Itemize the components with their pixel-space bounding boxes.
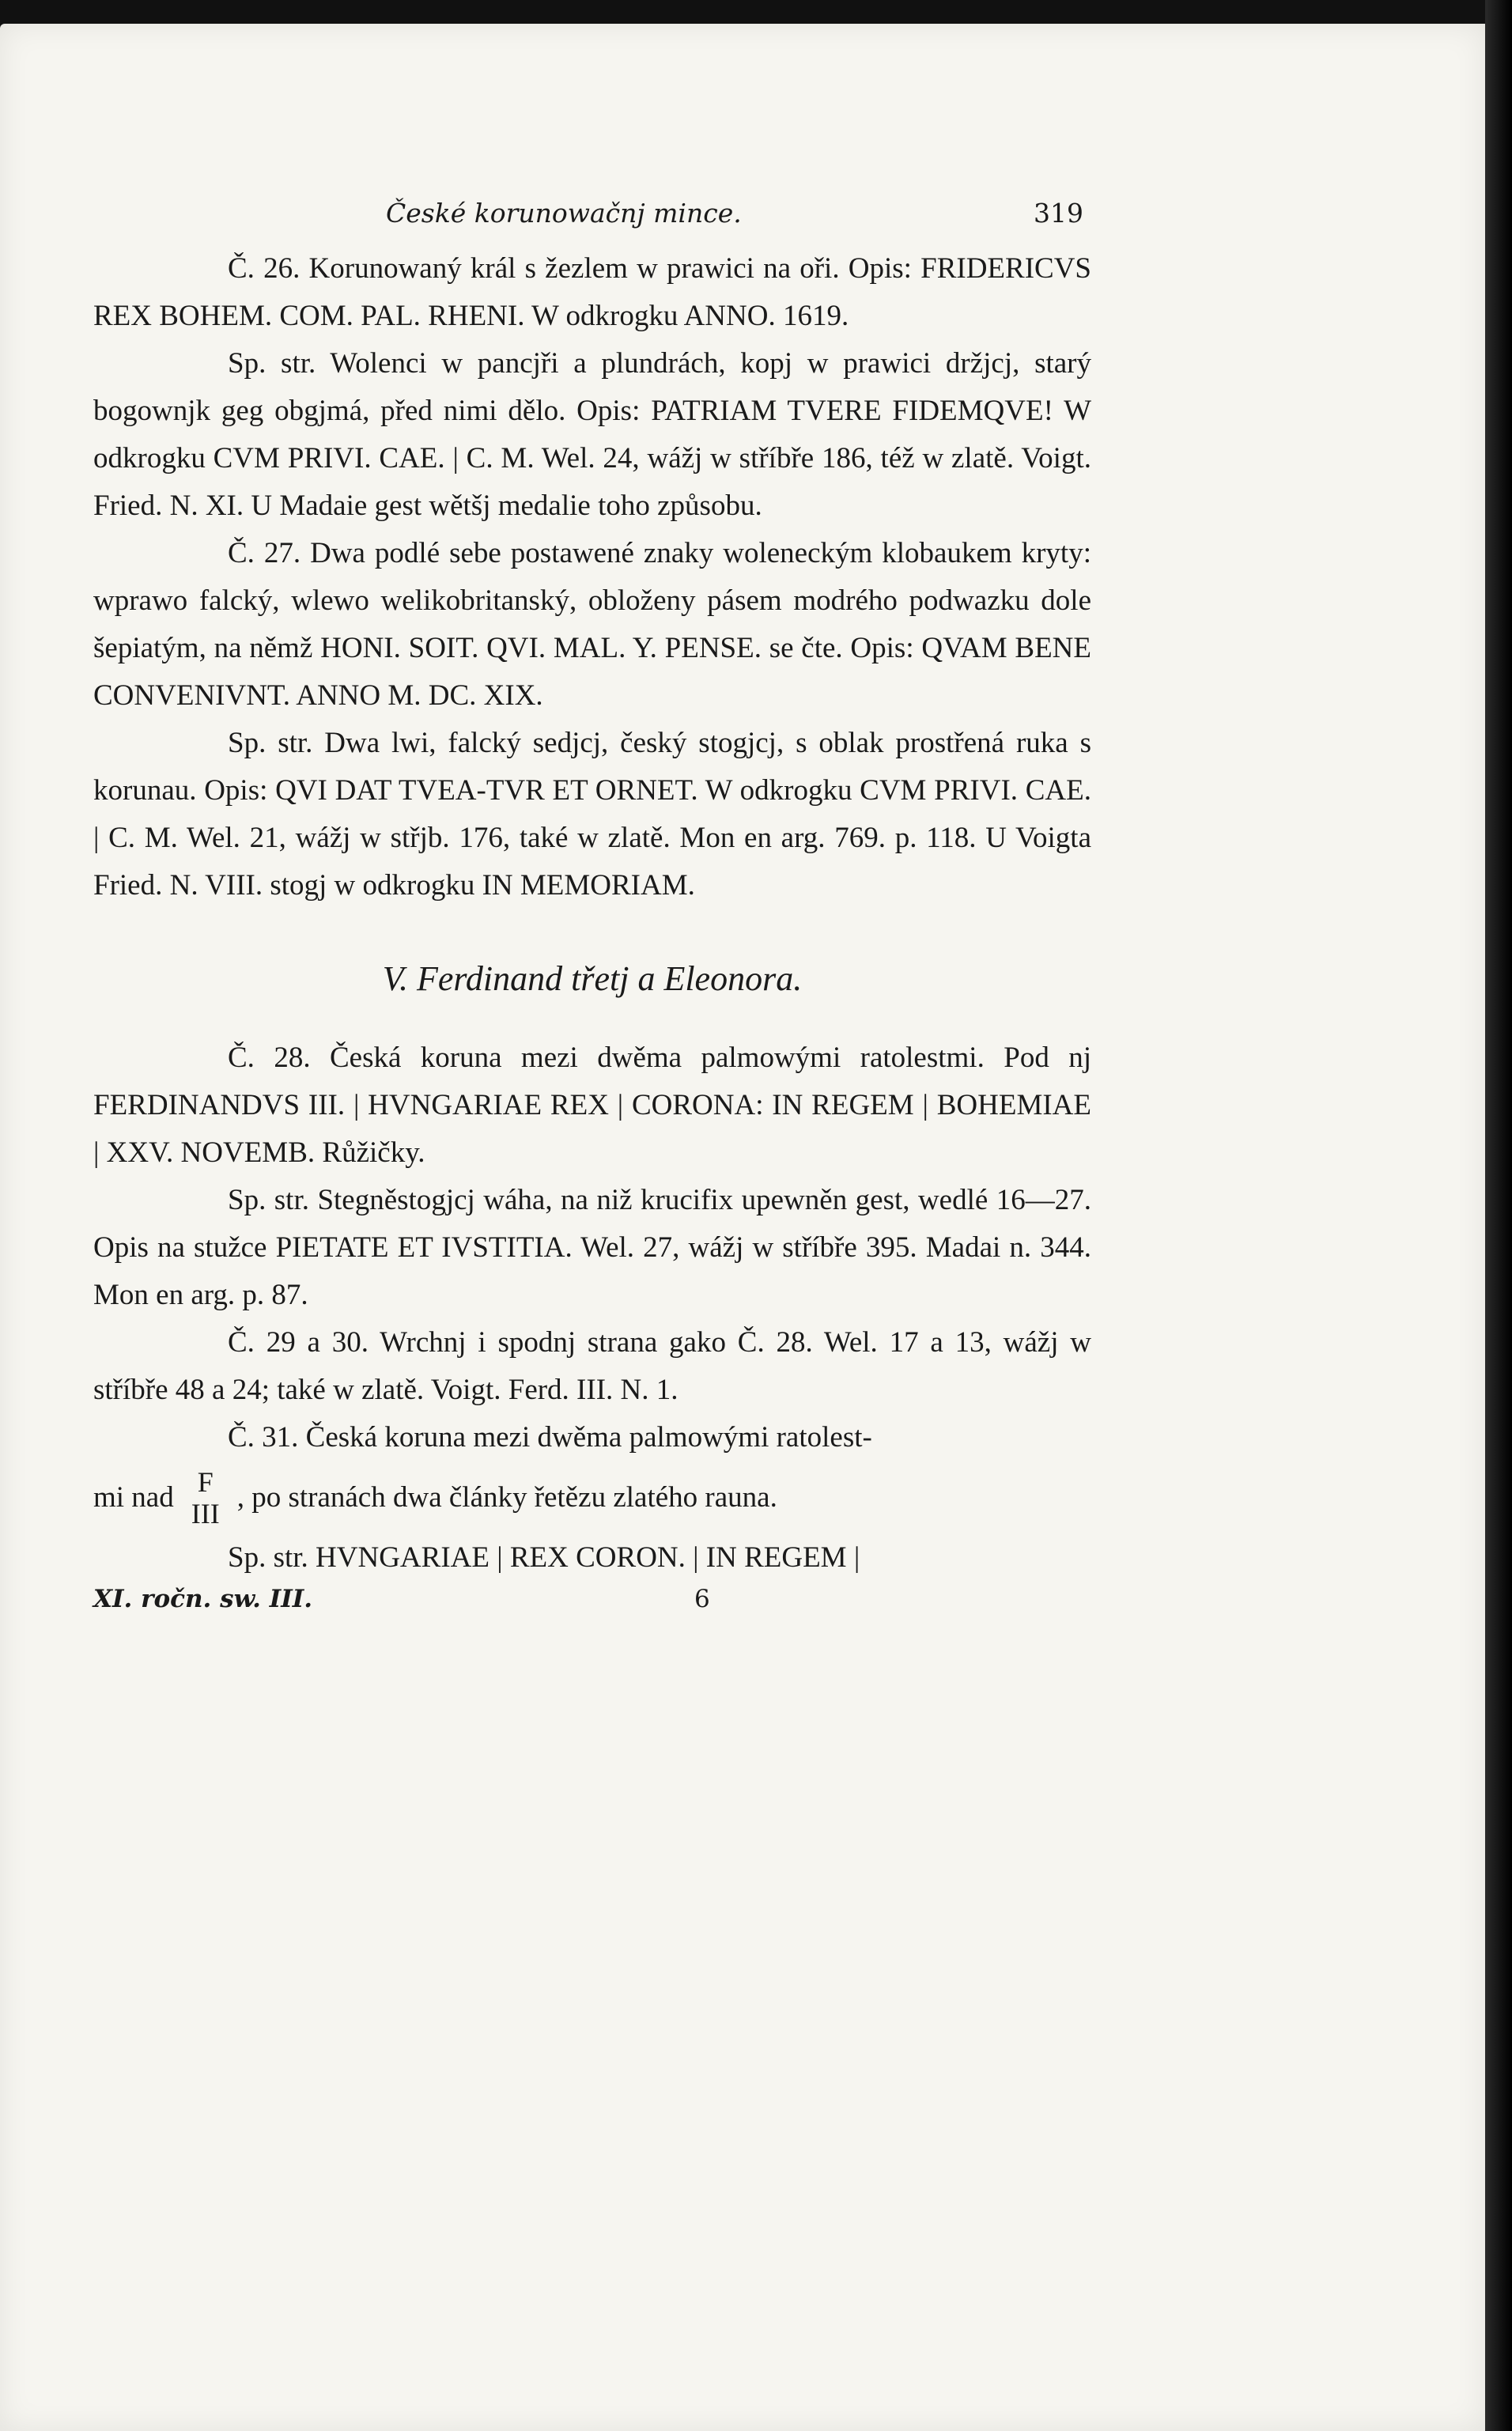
section-heading: V. Ferdinand třetj a Eleonora.	[382, 959, 803, 998]
fraction-line-after: , po stranách dwa články řetězu zlatého rauna.	[236, 1481, 777, 1514]
text-column	[93, 198, 1091, 1632]
paragraph: Sp. str. Stegněstogjcj wáha, na niž krucifix upewněn gest, wedlé 16—27. Opis na stužce PIETATE ET IVSTITIA. Wel. 27, wážj w stříbře 395. Madai n. 344. Mon en arg. p. 87.	[93, 1184, 1091, 1311]
running-head-title: České korunowačnj mince.	[386, 198, 742, 229]
paragraph: Č. 27. Dwa podlé sebe postawené znaky woleneckým klobaukem kryty: wprawo falcký, wlewo welikobritanský, obloženy pásem modrého podwazku dole šepiatým, na němž HONI. SOIT. QVI. MAL. Y. PENSE. se čte. Opis: QVAM BENE CONVENIVNT. ANNO M. DC. XIX.	[93, 537, 1091, 712]
page-number: 319	[1034, 198, 1083, 229]
paragraph: Sp. str. HVNGARIAE | REX CORON. | IN REGEM |	[228, 1541, 860, 1574]
paragraph: Sp. str. Wolenci w pancjři a plundrách, kopj w prawici držjcj, starý bogownjk geg obgjmá, před nimi dělo. Opis: PATRIAM TVERE FIDEMQVE! W odkrogku CVM PRIVI. CAE. | C. M. Wel. 24, wážj w stříbře 186, též w zlatě. Voigt. Fried. N. XI. U Madaie gest wětšj medalie toho způsobu.	[93, 347, 1091, 522]
paragraph: Č. 28. Česká koruna mezi dwěma palmowými ratolestmi. Pod nj FERDINANDVS III. | HVNGARIAE REX | CORONA: IN REGEM | BOHEMIAE | XXV. NOVEMB. Růžičky.	[93, 1042, 1091, 1169]
fraction-denominator: III	[191, 1498, 220, 1529]
running-head	[93, 198, 1091, 245]
signature-mark: XI. ročn. sw. III.	[93, 1585, 313, 1613]
body-text	[93, 245, 1091, 1582]
page-edge-shadow	[1485, 0, 1512, 2431]
paragraph: Č. 29 a 30. Wrchnj i spodnj strana gako Č. 28. Wel. 17 a 13, wážj w stříbře 48 a 24; také w zlatě. Voigt. Ferd. III. N. 1.	[93, 1326, 1091, 1406]
paragraph: Č. 26. Korunowaný král s žezlem w prawici na oři. Opis: FRIDERICVS REX BOHEM. COM. PAL. RHENI. W odkrogku ANNO. 1619.	[93, 252, 1091, 332]
fraction-line	[93, 1466, 1091, 1529]
paragraph: Sp. str. Dwa lwi, falcký sedjcj, český stogjcj, s oblak prostřená ruka s korunau. Opis: QVI DAT TVEA-TVR ET ORNET. W odkrogku CVM PRIVI. CAE. | C. M. Wel. 21, wážj w střjb. 176, také w zlatě. Mon en arg. 769. p. 118. U Voigta Fried. N. VIII. stogj w odkrogku IN MEMORIAM.	[93, 727, 1091, 902]
fraction-line-before: mi nad	[93, 1481, 174, 1514]
paragraph: Č. 31. Česká koruna mezi dwěma palmowými ratolest-	[228, 1421, 872, 1454]
fraction	[191, 1466, 220, 1529]
sheet-number: 6	[694, 1585, 710, 1613]
page-footer	[93, 1585, 1091, 1632]
fraction-numerator: F	[197, 1466, 214, 1498]
